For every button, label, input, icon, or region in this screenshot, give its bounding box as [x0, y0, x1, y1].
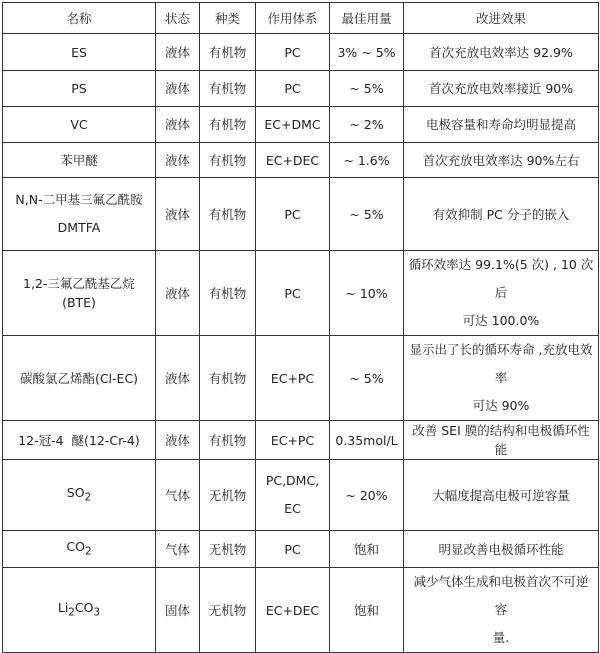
cell-state: 液体 [156, 143, 200, 178]
cell-dosage: ~ 5% [330, 178, 404, 251]
table-row [3, 568, 599, 653]
table-row [3, 178, 599, 251]
formula-subscript: 3 [93, 606, 101, 619]
cell-system: PC [256, 531, 330, 568]
cell-effect [404, 251, 599, 336]
effect-line: 可达 90% [472, 398, 530, 413]
cell-name: 苯甲醚 [3, 143, 156, 178]
column-header: 作用体系 [256, 3, 330, 34]
cell-state: 液体 [156, 251, 200, 336]
cell-effect: 首次充放电效率达 92.9% [404, 34, 599, 71]
cell-effect: 改善 SEI 膜的结构和电极循环性能 [404, 421, 599, 460]
cell-kind: 无机物 [200, 568, 256, 653]
formula-subscript: 2 [84, 491, 92, 504]
cell-kind: 有机物 [200, 178, 256, 251]
cell-system [256, 460, 330, 531]
cell-system: PC [256, 34, 330, 71]
cell-effect [404, 568, 599, 653]
cell-system: EC+DEC [256, 568, 330, 653]
cell-name [3, 460, 156, 531]
cell-dosage: ~ 10% [330, 251, 404, 336]
electrolyte-additives-table [2, 2, 599, 653]
formula-base: Li [57, 599, 69, 615]
cell-name: PS [3, 71, 156, 107]
table-row [3, 34, 599, 71]
column-header: 最佳用量 [330, 3, 404, 34]
cell-name: 1,2-三氟乙酰基乙烷(BTE) [3, 251, 156, 336]
name-line: DMTFA [57, 220, 101, 235]
table-row [3, 107, 599, 143]
cell-name [3, 531, 156, 568]
cell-effect: 首次充放电效率接近 90% [404, 71, 599, 107]
cell-dosage: ~ 1.6% [330, 143, 404, 178]
cell-system: PC [256, 178, 330, 251]
cell-dosage: ~ 20% [330, 460, 404, 531]
formula-base: SO [66, 484, 85, 500]
cell-state: 固体 [156, 568, 200, 653]
cell-effect: 电极容量和寿命均明显提高 [404, 107, 599, 143]
cell-name: ES [3, 34, 156, 71]
effect-line: 显示出了长的循环寿命 ,充放电效率 [409, 342, 593, 385]
column-header: 改进效果 [404, 3, 599, 34]
cell-kind: 无机物 [200, 531, 256, 568]
cell-kind: 有机物 [200, 71, 256, 107]
cell-name: 12-冠-4 醚(12-Cr-4) [3, 421, 156, 460]
table-row [3, 531, 599, 568]
cell-kind: 有机物 [200, 336, 256, 421]
cell-system: PC [256, 251, 330, 336]
formula-subscript: 2 [68, 606, 75, 619]
cell-kind: 有机物 [200, 421, 256, 460]
cell-dosage: 饱和 [330, 568, 404, 653]
cell-state: 液体 [156, 421, 200, 460]
table-row [3, 143, 599, 178]
effect-line: 量. [492, 630, 510, 645]
column-header: 种类 [200, 3, 256, 34]
table-row [3, 421, 599, 460]
cell-effect: 有效抑制 PC 分子的嵌入 [404, 178, 599, 251]
cell-system: EC+DMC [256, 107, 330, 143]
column-header: 名称 [3, 3, 156, 34]
formula-subscript: 2 [84, 545, 92, 558]
cell-state: 气体 [156, 460, 200, 531]
cell-name [3, 568, 156, 653]
cell-state: 液体 [156, 336, 200, 421]
formula-base: CO [66, 538, 85, 554]
cell-name [3, 178, 156, 251]
name-line: N,N-二甲基三氟乙酰胺 [15, 192, 143, 207]
cell-name: VC [3, 107, 156, 143]
cell-state: 液体 [156, 71, 200, 107]
cell-kind: 有机物 [200, 107, 256, 143]
effect-line: 减少气体生成和电极首次不可逆容 [413, 574, 589, 617]
table-row [3, 251, 599, 336]
table-row [3, 460, 599, 531]
cell-kind: 无机物 [200, 460, 256, 531]
cell-system: EC+PC [256, 336, 330, 421]
table-row [3, 336, 599, 421]
table-header-row [3, 3, 599, 34]
cell-effect: 首次充放电效率达 90%左右 [404, 143, 599, 178]
cell-state: 气体 [156, 531, 200, 568]
cell-system: PC [256, 71, 330, 107]
cell-dosage: 0.35mol/L [330, 421, 404, 460]
cell-dosage: ~ 2% [330, 107, 404, 143]
cell-dosage: ~ 5% [330, 336, 404, 421]
cell-effect: 大幅度提高电极可逆容量 [404, 460, 599, 531]
cell-effect [404, 336, 599, 421]
cell-state: 液体 [156, 107, 200, 143]
table-row [3, 71, 599, 107]
column-header: 状态 [156, 3, 200, 34]
cell-dosage: 3% ~ 5% [330, 34, 404, 71]
effect-line: 可达 100.0% [462, 313, 540, 328]
cell-effect: 明显改善电极循环性能 [404, 531, 599, 568]
system-line: PC,DMC, [265, 473, 320, 488]
cell-state: 液体 [156, 178, 200, 251]
formula-base: CO [74, 599, 94, 615]
cell-dosage: ~ 5% [330, 71, 404, 107]
cell-state: 液体 [156, 34, 200, 71]
cell-name: 碳酸氯乙烯酯(Cl-EC) [3, 336, 156, 421]
cell-system: EC+PC [256, 421, 330, 460]
cell-kind: 有机物 [200, 251, 256, 336]
cell-kind: 有机物 [200, 34, 256, 71]
cell-dosage: 饱和 [330, 531, 404, 568]
system-line: EC [284, 501, 301, 516]
cell-kind: 有机物 [200, 143, 256, 178]
cell-system: EC+DEC [256, 143, 330, 178]
effect-line: 循环效率达 99.1%(5 次) , 10 次后 [408, 257, 594, 300]
